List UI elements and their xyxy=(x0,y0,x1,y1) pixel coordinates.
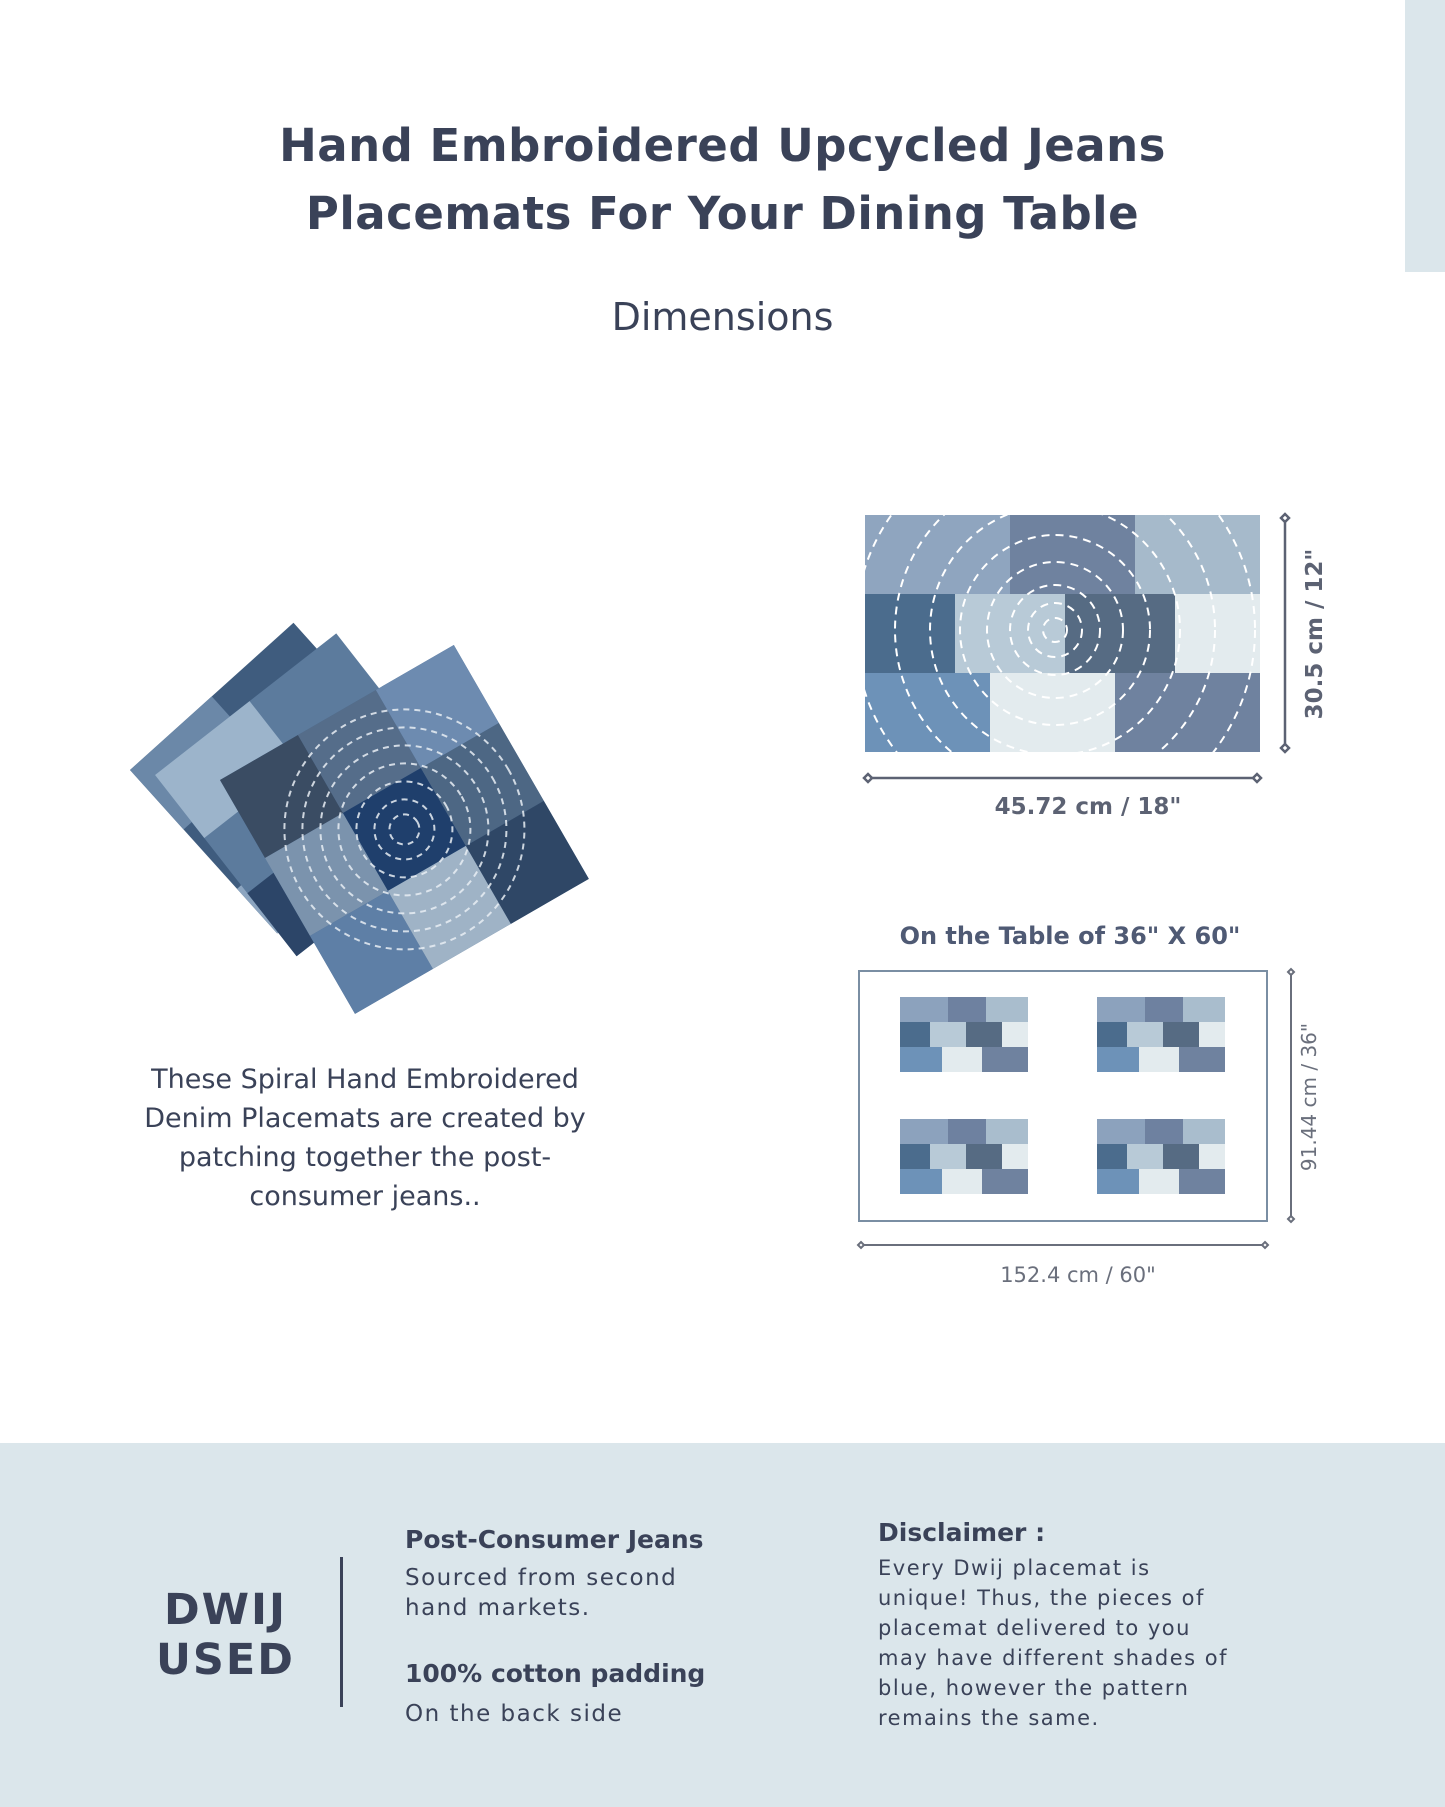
placemats-photo xyxy=(110,600,630,1020)
disclaimer-line-3: placemat delivered to you xyxy=(878,1616,1191,1640)
description-line-2: Denim Placemats are created by xyxy=(144,1103,586,1134)
feature-1-line-1: Sourced from second xyxy=(405,1565,678,1591)
table-width-label: 152.4 cm / 60" xyxy=(1000,1263,1156,1287)
table-height-arrow xyxy=(1288,969,1294,1222)
disclaimer-line-4: may have different shades of xyxy=(878,1646,1229,1670)
table-diagram-title: On the Table of 36" X 60" xyxy=(899,922,1241,950)
table-mat-1 xyxy=(900,997,1028,1072)
table-height-label: 91.44 cm / 36" xyxy=(1297,1022,1321,1172)
description-line-1: These Spiral Hand Embroidered xyxy=(151,1064,579,1095)
table-width-arrow xyxy=(858,1242,1268,1248)
placemat-illustration xyxy=(860,510,1260,830)
table-mat-2 xyxy=(1097,997,1225,1072)
description-line-4: consumer jeans.. xyxy=(249,1181,481,1212)
feature-1-title: Post-Consumer Jeans xyxy=(405,1525,704,1554)
height-arrow xyxy=(1281,514,1289,752)
disclaimer-line-1: Every Dwij placemat is xyxy=(878,1556,1151,1580)
description-line-3: patching together the post- xyxy=(178,1142,552,1173)
disclaimer-text xyxy=(878,1553,1298,1733)
feature-1-line-2: hand markets. xyxy=(405,1595,591,1621)
placemat-width-label: 45.72 cm / 18" xyxy=(994,794,1182,820)
title-line-1: Hand Embroidered Upcycled Jeans xyxy=(279,119,1166,172)
disclaimer-line-6: remains the same. xyxy=(878,1706,1100,1730)
table-dimension-diagram xyxy=(855,965,1325,1295)
width-arrow xyxy=(864,774,1261,782)
table-mat-3 xyxy=(900,1119,1028,1194)
brand-line-2: USED xyxy=(156,1635,295,1685)
feature-1-text xyxy=(405,1563,677,1623)
brand-divider xyxy=(340,1557,343,1707)
title-line-2: Placemats For Your Dining Table xyxy=(305,187,1140,240)
placemat-dimension-diagram xyxy=(860,510,1340,830)
feature-2-text: On the back side xyxy=(405,1701,624,1727)
page-title xyxy=(0,112,1445,248)
feature-2-title: 100% cotton padding xyxy=(405,1659,706,1688)
brand-line-1: DWIJ xyxy=(163,1585,288,1635)
brand-logo xyxy=(148,1585,303,1685)
dimensions-heading: Dimensions xyxy=(611,295,834,339)
disclaimer-line-2: unique! Thus, the pieces of xyxy=(878,1586,1205,1610)
placemat-height-label: 30.5 cm / 12" xyxy=(1302,548,1328,720)
disclaimer-line-5: blue, however the pattern xyxy=(878,1676,1190,1700)
disclaimer-title: Disclaimer : xyxy=(878,1518,1046,1547)
product-description xyxy=(110,1060,620,1216)
table-mat-4 xyxy=(1097,1119,1225,1194)
